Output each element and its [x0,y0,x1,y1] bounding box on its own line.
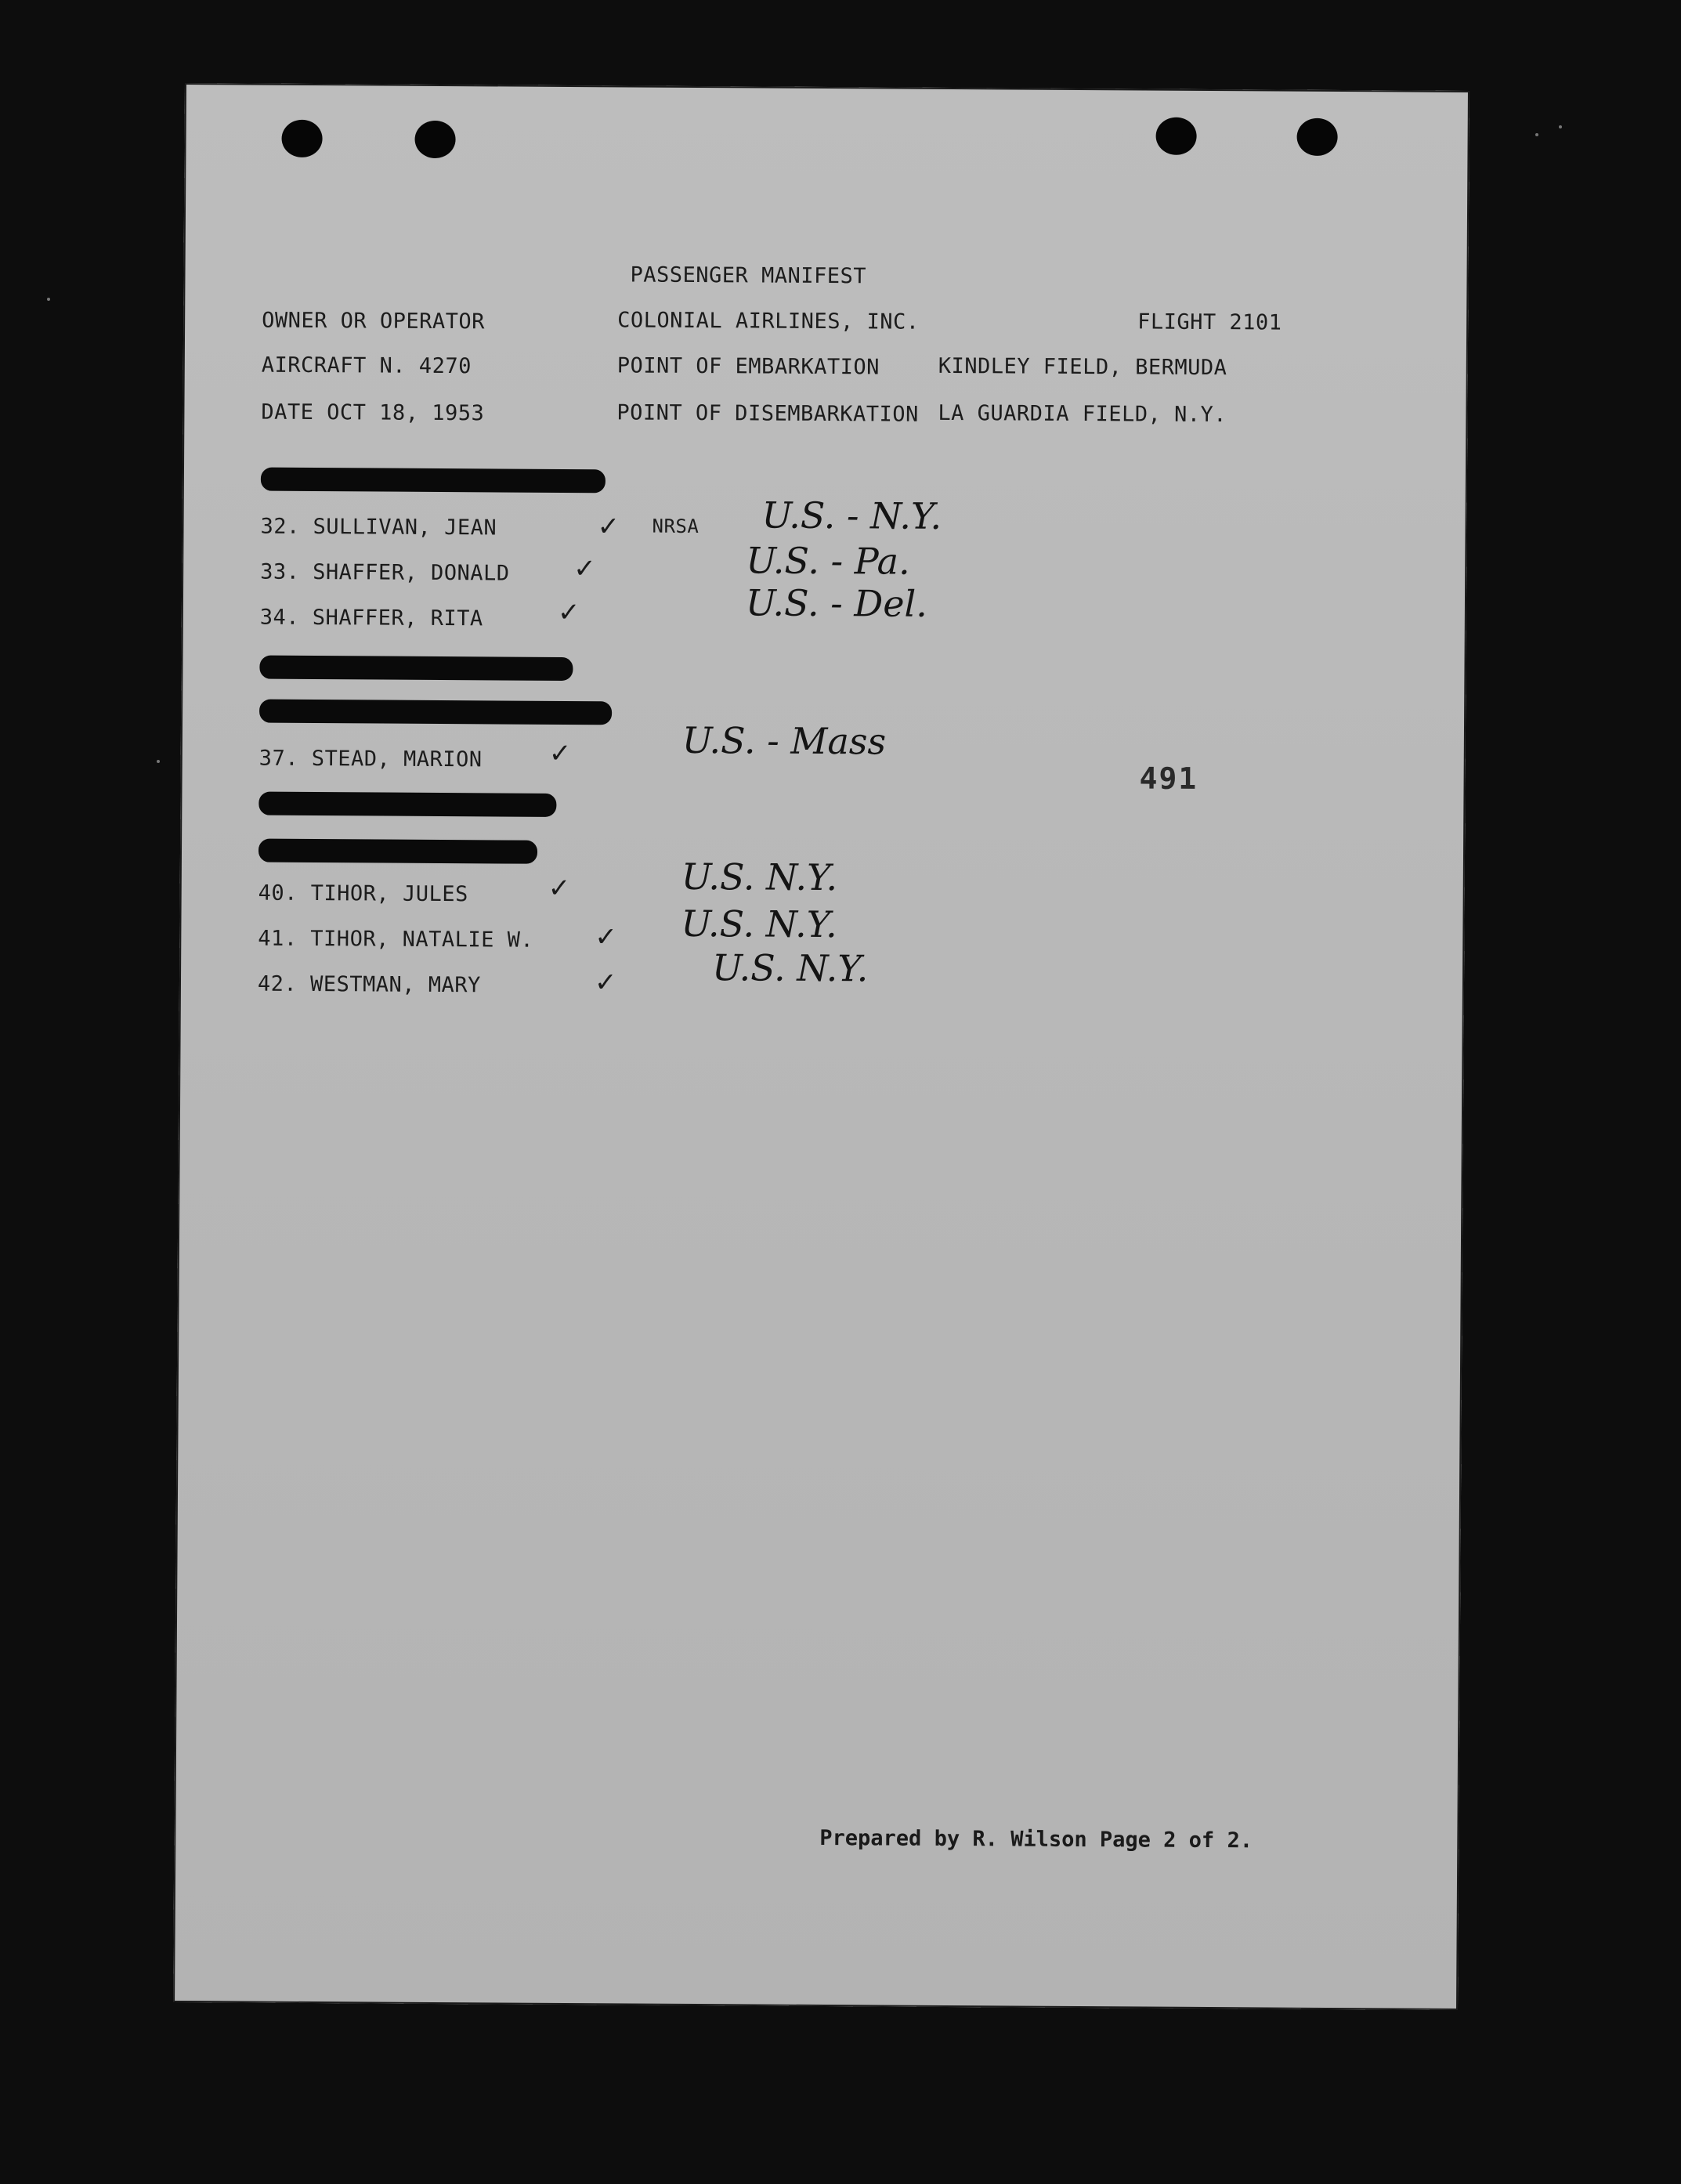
owner-value: COLONIAL AIRLINES, INC. [617,308,920,334]
check-mark-icon: ✓ [557,596,580,629]
handwritten-annotation: U.S. N.Y. [711,946,869,990]
redaction-bar [261,468,606,494]
check-mark-icon: ✓ [595,921,617,953]
passenger-row: 40. TIHOR, JULES [258,880,468,907]
check-mark-icon: ✓ [573,553,596,585]
check-mark-icon: ✓ [594,967,617,999]
handwritten-annotation: U.S. - Mass [681,718,887,763]
passenger-row: 41. TIHOR, NATALIE W. [258,926,534,953]
embarkation-value: KINDLEY FIELD, BERMUDA [938,353,1227,381]
disembarkation-label: POINT OF DISEMBARKATION [616,400,919,427]
handwritten-annotation: U.S. N.Y. [681,855,838,899]
disembarkation-value: LA GUARDIA FIELD, N.Y. [938,400,1227,428]
redaction-bar [258,839,537,864]
aircraft-number: AIRCRAFT N. 4270 [261,353,472,379]
check-mark-icon: ✓ [597,511,620,543]
manifest-date: DATE OCT 18, 1953 [261,400,485,426]
manifest-title: PASSENGER MANIFEST [630,262,867,289]
owner-label: OWNER OR OPERATOR [262,308,486,334]
passenger-row: 42. WESTMAN, MARY [257,971,481,998]
handwritten-annotation: U.S. N.Y. [681,902,837,946]
redaction-bar [258,792,556,817]
handwritten-annotation: U.S. - Pa. [746,539,910,583]
handwritten-annotation: U.S. - N.Y. [761,494,942,537]
punch-hole [414,121,455,158]
redaction-bar [259,656,573,681]
dust-speck [47,298,50,301]
redaction-bar [259,700,612,725]
punch-hole [1296,118,1337,156]
dust-speck [1535,133,1538,136]
flight-number: FLIGHT 2101 [1137,309,1282,335]
dust-speck [157,760,160,763]
embarkation-label: POINT OF EMBARKATION [616,353,880,380]
prepared-by-footer: Prepared by R. Wilson Page 2 of 2. [819,1825,1253,1853]
check-mark-icon: ✓ [548,737,572,770]
check-mark-icon: ✓ [548,872,571,905]
passenger-row: 32. SULLIVAN, JEAN [260,514,497,541]
passenger-note: NRSA [652,515,700,538]
handwritten-annotation: U.S. - Del. [745,581,928,625]
passenger-row: 37. STEAD, MARION [258,746,483,772]
dust-speck [1559,125,1562,128]
passenger-row: 33. SHAFFER, DONALD [260,559,510,586]
punch-hole [1155,118,1196,155]
manifest-page [173,83,1470,2010]
page-stamp-number: 491 [1139,761,1198,796]
passenger-row: 34. SHAFFER, RITA [259,605,483,631]
punch-hole [281,120,322,157]
